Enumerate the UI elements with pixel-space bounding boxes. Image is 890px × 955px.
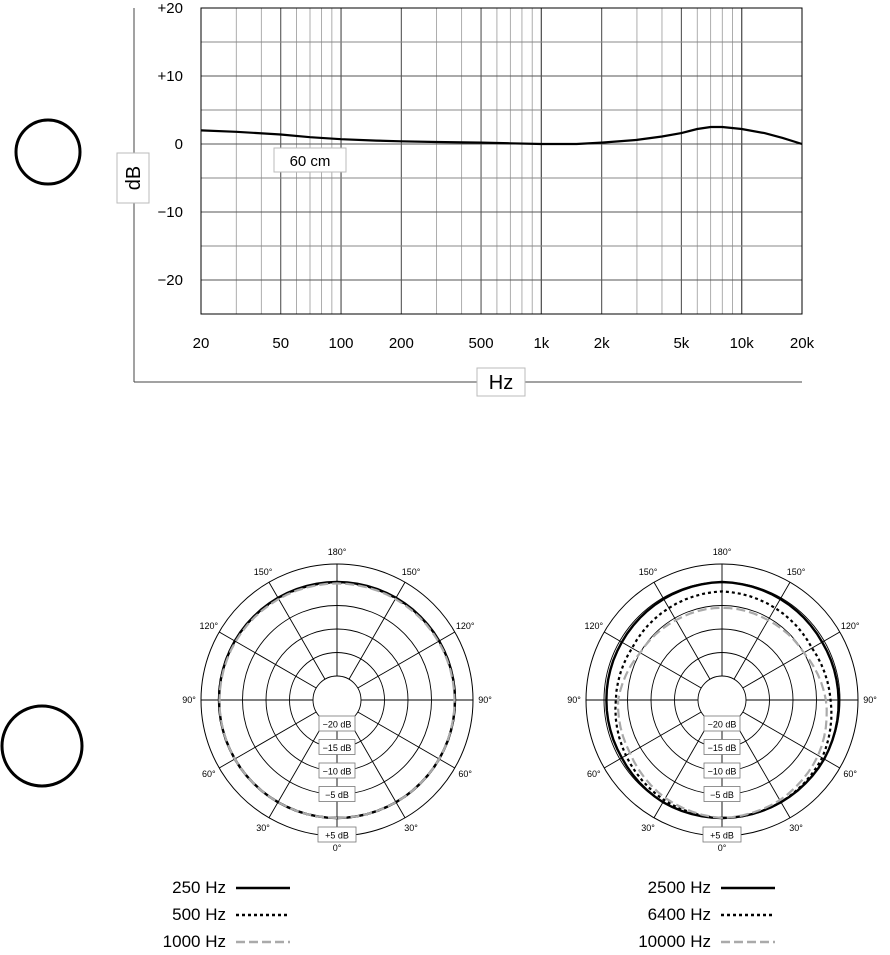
x-tick-label: 50	[272, 335, 290, 352]
polar-angle-label: 30°	[641, 823, 655, 834]
polar-pattern-charts	[0, 460, 890, 940]
polar-angle-label: 90°	[863, 695, 877, 705]
cardioid-pattern-marker-2	[2, 706, 82, 786]
polar-db-label: −15 dB	[322, 743, 352, 753]
polar-angle-label: 90°	[567, 695, 581, 705]
frequency-response-chart	[0, 0, 890, 400]
y-tick-label: +20	[157, 0, 183, 17]
legend-swatch-solid	[236, 885, 290, 891]
series-line-60cm	[201, 127, 802, 144]
legend-left	[130, 874, 290, 955]
polar-angle-label: 60°	[202, 769, 216, 779]
polar-angle-label: 0°	[332, 843, 342, 853]
y-axis-label: dB	[123, 165, 145, 191]
legend-label: 2500 Hz	[647, 877, 711, 897]
polar-angle-label: 0°	[717, 843, 727, 853]
x-tick-label: 100	[328, 335, 354, 352]
polar-db-label: −10 dB	[707, 766, 737, 777]
legend-item	[130, 874, 290, 901]
polar-angle-label: 90°	[182, 695, 196, 705]
y-tick-label: +10	[157, 68, 183, 85]
legend-label: 6400 Hz	[647, 904, 711, 924]
legend-item	[130, 928, 290, 955]
y-tick-label: −20	[157, 272, 183, 289]
polar-db-label: −15 dB	[707, 743, 737, 753]
x-tick-label: 20	[192, 335, 210, 352]
legend-label: 1000 Hz	[162, 931, 226, 951]
legend-label: 250 Hz	[172, 877, 226, 897]
x-tick-label: 2k	[593, 335, 610, 352]
polar-chart-right	[567, 547, 877, 853]
legend-item	[600, 874, 775, 901]
y-tick-labels	[158, 0, 183, 289]
polar-angle-label: 60°	[843, 769, 857, 779]
legend-swatch-dotted	[236, 912, 290, 918]
polar-db-label: −5 dB	[325, 790, 349, 800]
x-tick-labels	[193, 335, 815, 352]
x-tick-label: 5k	[673, 335, 690, 352]
legend-label: 500 Hz	[172, 904, 226, 924]
annotation-label: 60 cm	[289, 153, 331, 170]
polar-db-label: +5 dB	[710, 830, 734, 841]
polar-db-label: −20 dB	[707, 719, 737, 730]
polar-db-label: +5 dB	[325, 830, 349, 841]
polar-angle-label: 120°	[584, 621, 604, 631]
polar-angle-label: 30°	[404, 823, 418, 834]
polar-angle-label: 120°	[455, 621, 475, 631]
polar-db-label: −10 dB	[322, 766, 352, 777]
y-tick-label: 0	[174, 136, 183, 153]
polar-angle-label: 120°	[199, 621, 219, 631]
polar-chart-left	[182, 547, 492, 853]
polar-db-label: −5 dB	[710, 790, 734, 800]
legend-swatch-dashed	[236, 939, 290, 945]
legend-swatch-solid	[721, 885, 775, 891]
polar-angle-label: 150°	[638, 566, 658, 577]
x-tick-label: 10k	[729, 335, 754, 352]
x-tick-label: 200	[388, 335, 414, 352]
legend-right	[600, 874, 775, 955]
legend-swatch-dotted	[721, 912, 775, 918]
polar-angle-label: 30°	[256, 823, 270, 834]
polar-angle-label: 30°	[789, 823, 803, 834]
cardioid-pattern-marker	[16, 120, 80, 184]
polar-angle-label: 150°	[253, 566, 273, 577]
polar-angle-label: 60°	[458, 769, 472, 779]
x-axis-label: Hz	[488, 372, 514, 394]
polar-angle-label: 180°	[712, 547, 732, 557]
polar-angle-label: 90°	[478, 695, 492, 705]
polar-db-label: −20 dB	[322, 719, 352, 730]
y-tick-label: −10	[157, 204, 183, 221]
legend-item	[600, 928, 775, 955]
polar-angle-label: 60°	[587, 769, 601, 779]
polar-angle-label: 150°	[786, 566, 806, 577]
polar-angle-label: 150°	[401, 566, 421, 577]
x-tick-label: 500	[468, 335, 494, 352]
legend-item	[600, 901, 775, 928]
x-tick-label: 1k	[533, 335, 550, 352]
legend-label: 10000 Hz	[638, 931, 711, 951]
polar-angle-label: 180°	[327, 547, 347, 557]
polar-angle-label: 120°	[840, 621, 860, 631]
legend-item	[130, 901, 290, 928]
x-tick-label: 20k	[789, 335, 815, 352]
legend-swatch-dashed	[721, 939, 775, 945]
